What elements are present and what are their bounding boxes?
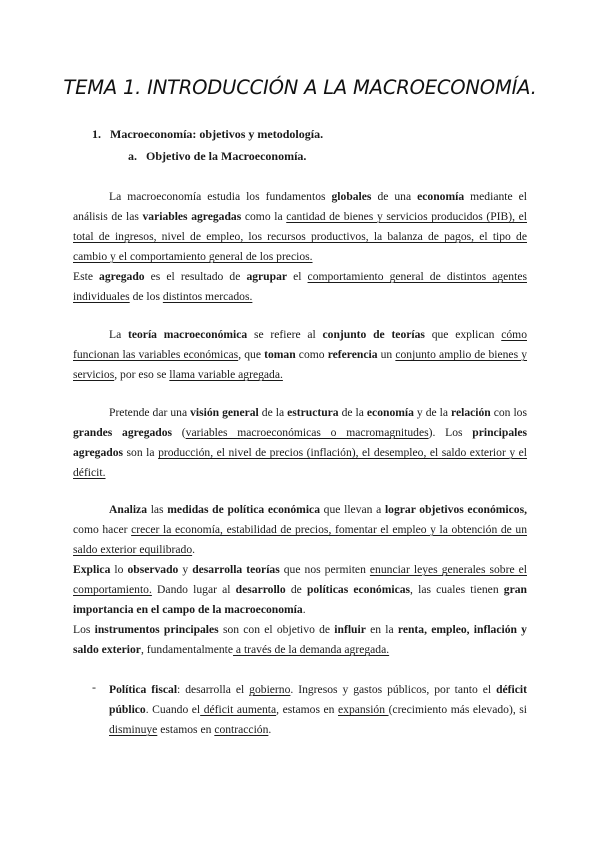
bullet-fiscal-policy: Política fiscal: desarrolla el gobierno. Ingresos y gastos públicos, por tanto el déficit público. Cuando el déficit aumenta, estamos en expansión (crecimiento más elevado), si disminuye estamos en contracción. xyxy=(109,683,527,736)
block-vision xyxy=(73,403,527,483)
subsection-number: a. xyxy=(128,149,137,163)
section-label: Macroeconomía: objetivos y metodología. xyxy=(110,127,324,141)
paragraph-analysis: Analiza las medidas de política económica que llevan a lograr objetivos económicos, como hacer crecer la economía, estabilidad de precios, fomentar el empleo y la obtención de un saldo exterior equilibrado. xyxy=(73,503,528,556)
subsection-heading xyxy=(128,149,306,164)
block-theory xyxy=(73,325,527,385)
section-number: 1. xyxy=(92,127,101,141)
bullet-marker: - xyxy=(92,680,96,694)
paragraph-definition: La macroeconomía estudia los fundamentos globales de una economía mediante el análisis de las variables agregadas como la cantidad de bienes y servicios producidos (PIB), el total de ingresos, nivel de empleo, los recursos productivos, la balanza de pagos, el tipo de cambio y el comportamiento general de los precios. xyxy=(73,190,527,263)
block-definition xyxy=(73,187,527,307)
paragraph-explains: Explica lo observado y desarrolla teorías que nos permiten enunciar leyes generales sobre el comportamiento. Dando lugar al desarrollo de políticas económicas, las cuales tienen gran importancia en el campo de la macroeconomía. xyxy=(73,563,527,616)
page-title: TEMA 1. INTRODUCCIÓN A LA MACROECONOMÍA. xyxy=(63,76,537,99)
paragraph-theory: La teoría macroeconómica se refiere al conjunto de teorías que explican cómo funcionan las variables económicas, que toman como referencia un conjunto amplio de bienes y servicios, por eso se llama variable agregada. xyxy=(73,328,528,381)
block-analysis xyxy=(73,500,527,660)
paragraph-aggregate: Este agregado es el resultado de agrupar el comportamiento general de distintos agentes individuales de los distintos mercados. xyxy=(73,270,527,303)
section-heading xyxy=(92,127,323,142)
paragraph-instruments: Los instrumentos principales son con el objetivo de influir en la renta, empleo, inflación y saldo exterior, fundamentalmente a través de la demanda agregada. xyxy=(73,623,527,656)
subsection-label: Objetivo de la Macroeconomía. xyxy=(146,149,307,163)
paragraph-vision: Pretende dar una visión general de la estructura de la economía y de la relación con los grandes agregados (variables macroeconómicas o macromagnitudes). Los principales agregados son la producción, el nivel de precios (inflación), el desempleo, el saldo exterior y el déficit. xyxy=(73,406,528,479)
